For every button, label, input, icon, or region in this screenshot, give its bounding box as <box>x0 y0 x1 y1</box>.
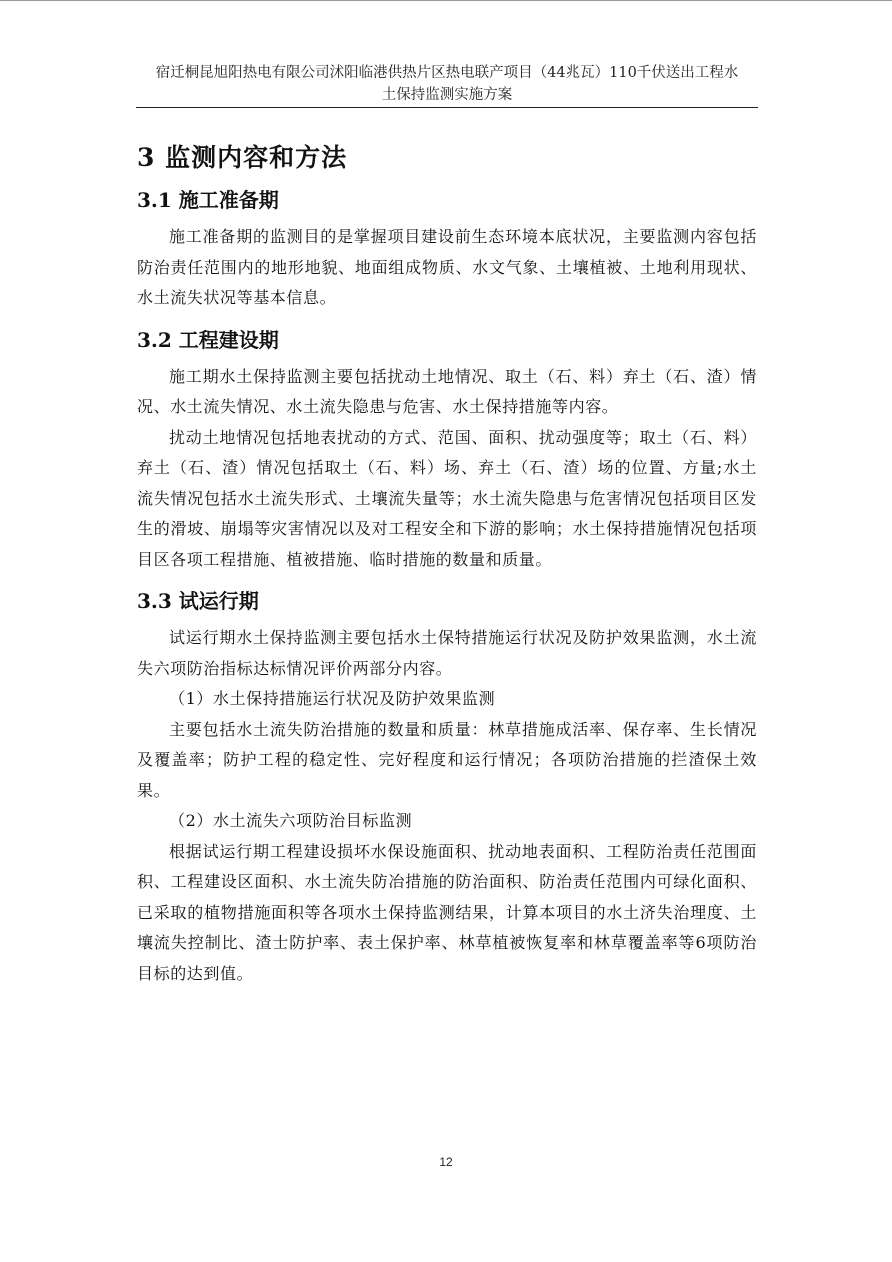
section-title-3-3: 3.3 试运行期 <box>137 589 259 613</box>
section-title-3-2: 3.2 工程建设期 <box>137 327 279 352</box>
page-top-border <box>0 0 892 1</box>
header-title-line-1: 宿迁桐昆旭阳热电有限公司沭阳临港供热片区热电联产项目（44兆瓦）110千伏送出工程水 <box>155 65 739 81</box>
paragraph: 施工期水土保持监测主要包括扰动土地情况、取土（石、料）弃土（石、渣）情况、水土流失情况、水土流失隐患与危害、水土保持措施等内容。 <box>137 366 757 416</box>
paragraph: 主要包括水土流失防治措施的数量和质量：林草措施成活率、保存率、生长情况及覆盖率；防护工程的稳定性、完好程度和运行情况；各项防治措施的拦渣保土效果。 <box>137 719 757 800</box>
subheading-item-1: （1）水土保持措施运行状况及防护效果监测 <box>169 689 496 708</box>
running-header <box>136 62 758 106</box>
paragraph: 根据试运行期工程建设损坏水保设施面积、扰动地表面积、工程防治责任范围面积、工程建设区面积、水土流失防冶措施的防治面积、防治责任范围内可绿化面积、已采取的植物措施面积等各项水土保持监测结果，计算本项目的水土济失治理度、土壤流失控制比、渣士防护率、表土保护率、林草植被恢复率和林草覆盖率等6项防治目标的达到值。 <box>137 841 757 983</box>
page-body <box>137 140 757 989</box>
paragraph: 试运行期水土保持监测主要包括水土保特措施运行状况及防护效果监测，水土流失六项防治指标达标情况评价两部分内容。 <box>137 628 757 678</box>
paragraph: 施工准备期的监测目的是掌握项目建设前生态环境本底状况，主要监测内容包括防治责任范围内的地形地貌、地面组成物质、水文气象、土壤植被、土地利用现状、水土流失状况等基本信息。 <box>137 227 757 307</box>
subheading-item-2: （2）水土流失六项防治目标监测 <box>169 811 413 830</box>
section-title-3-1: 3.1 施工准备期 <box>137 188 279 212</box>
page-number: 12 <box>439 1155 453 1169</box>
chapter-title: 3 监测内容和方法 <box>137 143 348 172</box>
paragraph: 扰动土地情况包括地表扰动的方式、范国、面积、扰动强度等；取土（石、料）弃土（石、渣）情况包括取土（石、料）场、弃土（石、渣）场的位置、方量;水土流失情况包括水土流失形式、土壤流失量等；水土流失隐患与危害情况包括项目区发生的滑坡、崩塌等灾害情况以及对工程安全和下游的影响；水土保持措施情况包括项目区各项工程措施、植被措施、临时措施的数量和质量。 <box>137 427 757 569</box>
header-divider <box>136 107 758 108</box>
header-title-line-2: 土保持监测实施方案 <box>381 87 513 103</box>
